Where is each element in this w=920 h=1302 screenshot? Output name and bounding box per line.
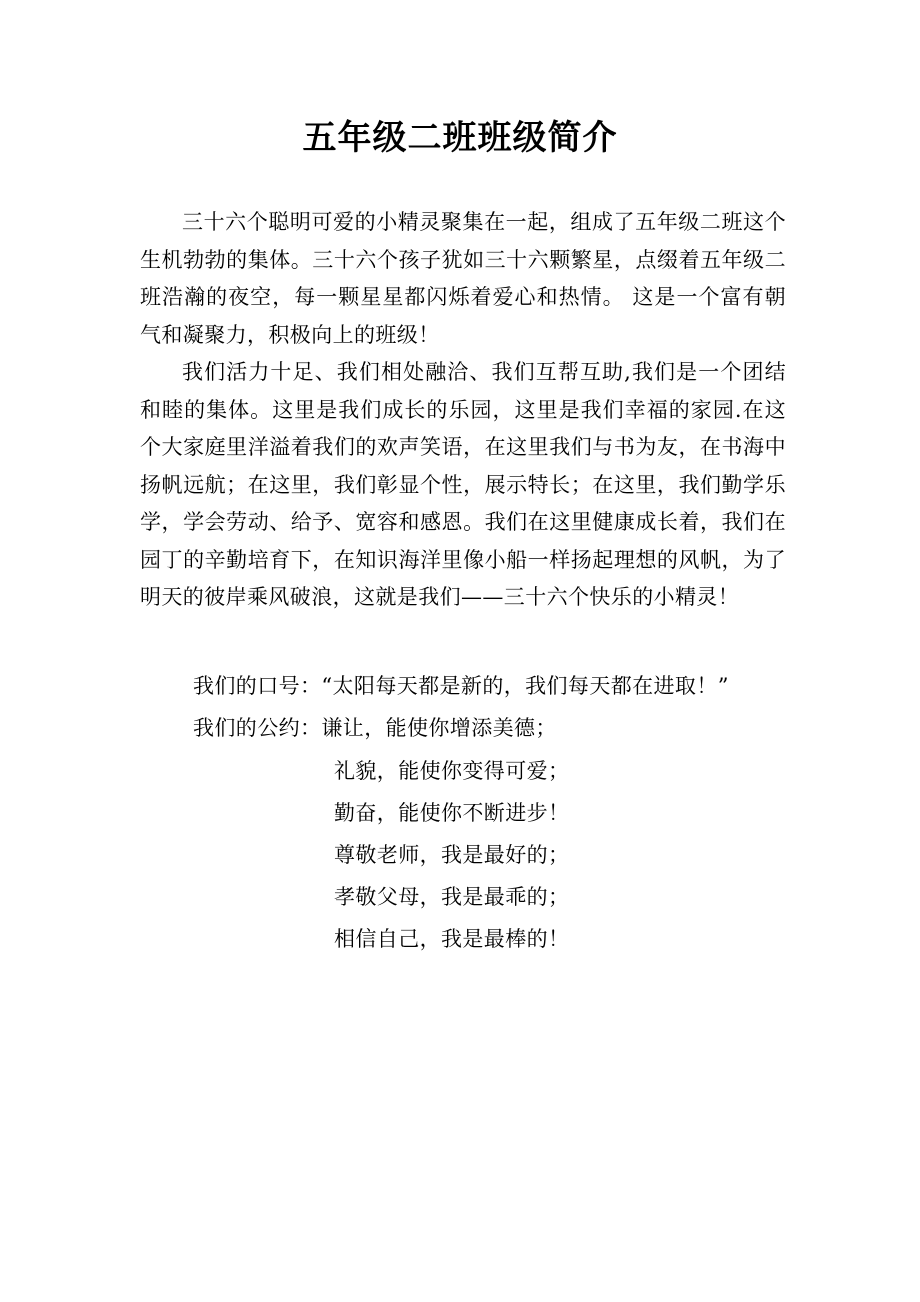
pact-item: 尊敬老师，我是最好的； <box>334 843 570 867</box>
class-pact-first-line: 我们的公约：谦让，能使你增添美德； <box>193 716 557 740</box>
class-slogan: 我们的口号：“太阳每天都是新的，我们每天都在进取！” <box>193 674 729 698</box>
pact-item: 孝敬父母，我是最乖的； <box>334 885 570 909</box>
document-title: 五年级二班班级简介 <box>302 118 618 158</box>
pact-item: 勤奋，能使你不断进步！ <box>334 801 570 825</box>
intro-paragraph: 三十六个聪明可爱的小精灵聚集在一起，组成了五年级二班这个生机勃勃的集体。三十六个孩子犹如三十六颗繁星，点缀着五年级二班浩瀚的夜空，每一颗星星都闪烁着爱心和热情。 这是一个富有朝气和凝聚力，积极向上的班级！ <box>140 210 786 347</box>
pact-item: 礼貌，能使你变得可爱； <box>334 759 570 783</box>
body-text <box>140 204 786 617</box>
pact-item: 相信自己，我是最棒的！ <box>334 927 570 951</box>
description-paragraph: 我们活力十足、我们相处融洽、我们互帮互助,我们是一个团结和睦的集体。这里是我们成长的乐园，这里是我们幸福的家园.在这个大家庭里洋溢着我们的欢声笑语，在这里我们与书为友，在书海中扬帆远航；在这里，我们彰显个性，展示特长；在这里，我们勤学乐学，学会劳动、给予、宽容和感恩。我们在这里健康成长着，我们在园丁的辛勤培育下，在知识海洋里像小船一样扬起理想的风帆，为了明天的彼岸乘风破浪，这就是我们——三十六个快乐的小精灵！ <box>140 360 786 609</box>
